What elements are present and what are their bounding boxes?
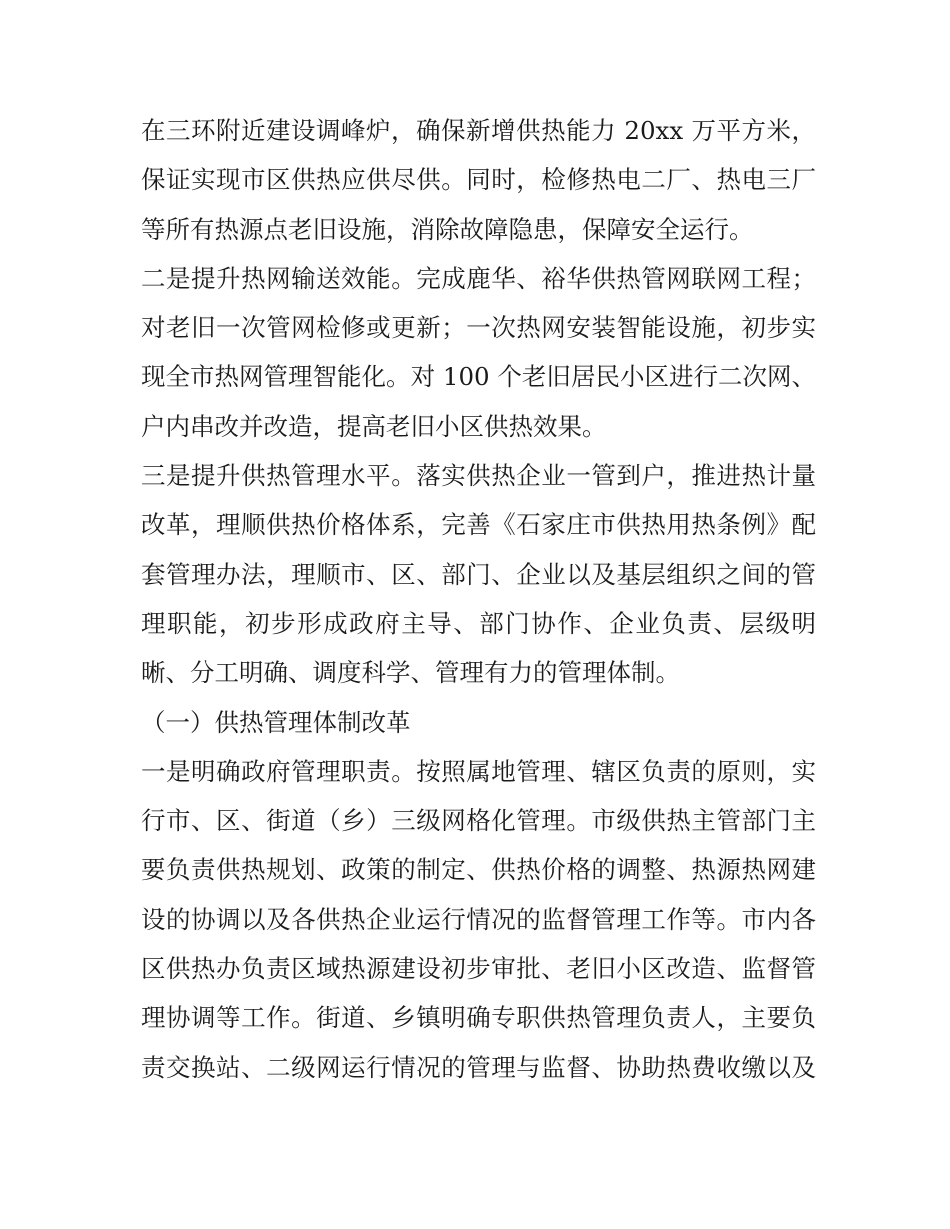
- text-line: 等所有热源点老旧设施，消除故障隐患，保障安全运行。: [141, 214, 754, 244]
- text-line: 对老旧一次管网检修或更新；一次热网安装智能设施，初步实: [141, 313, 816, 343]
- text-line: 行市、区、街道（乡）三级网格化管理。市级供热主管部门主: [141, 806, 816, 836]
- text-line: 设的协调以及各供热企业运行情况的监督管理工作等。市内各: [141, 904, 816, 934]
- text-line: 改革，理顺供热价格体系，完善《石家庄市供热用热条例》配: [141, 510, 816, 540]
- text-line: 区供热办负责区域热源建设初步审批、老旧小区改造、监督管: [141, 954, 816, 984]
- section-heading: （一）供热管理体制改革: [141, 707, 411, 737]
- text-line: 理职能，初步形成政府主导、部门协作、企业负责、层级明: [141, 608, 816, 638]
- text-line: 责交换站、二级网运行情况的管理与监督、协助热费收缴以及: [141, 1052, 816, 1082]
- text-line: 理协调等工作。街道、乡镇明确专职供热管理负责人，主要负: [141, 1003, 816, 1033]
- text-line: 在三环附近建设调峰炉，确保新增供热能力 20xx 万平方米，: [141, 116, 816, 145]
- text-line: 晰、分工明确、调度科学、管理有力的管理体制。: [141, 658, 680, 688]
- text-line: 现全市热网管理智能化。对 100 个老旧居民小区进行二次网、: [141, 362, 816, 392]
- text-line: 保证实现市区供热应供尽供。同时，检修热电二厂、热电三厂: [141, 165, 816, 195]
- text-line: 要负责供热规划、政策的制定、供热价格的调整、热源热网建: [141, 855, 816, 885]
- text-line: 户内串改并改造，提高老旧小区供热效果。: [141, 411, 607, 441]
- text-line: 套管理办法，理顺市、区、部门、企业以及基层组织之间的管: [141, 559, 816, 589]
- document-body: [141, 106, 816, 1092]
- text-line: 二是提升热网输送效能。完成鹿华、裕华供热管网联网工程；: [141, 263, 816, 293]
- text-line: 三是提升供热管理水平。落实供热企业一管到户，推进热计量: [141, 461, 816, 491]
- text-line: 一是明确政府管理职责。按照属地管理、辖区负责的原则，实: [141, 756, 816, 786]
